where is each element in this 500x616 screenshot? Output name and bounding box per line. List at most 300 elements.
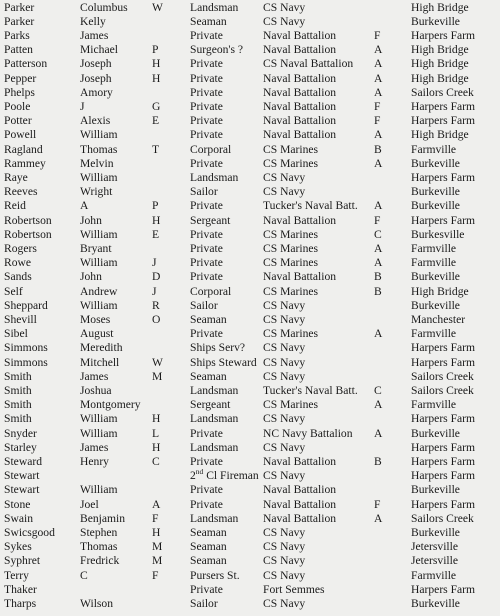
rank-cell: Private bbox=[190, 199, 223, 213]
middle-initial-cell: G bbox=[152, 99, 161, 113]
first-name-cell: Fredrick bbox=[80, 554, 120, 568]
first-name-cell: William bbox=[80, 256, 118, 270]
capture-place-cell: Harpers Farm bbox=[411, 99, 476, 113]
first-name-cell: John bbox=[80, 213, 102, 227]
unit-cell: CS Marines bbox=[263, 241, 319, 255]
roster-row bbox=[0, 370, 500, 384]
roster-row bbox=[0, 569, 500, 583]
last-name-cell: Robertson bbox=[4, 213, 52, 227]
unit-cell: CS Marines bbox=[263, 227, 319, 241]
first-name-cell: Joseph bbox=[80, 57, 112, 71]
capture-place-cell: Sailors Creek bbox=[411, 369, 474, 383]
middle-initial-cell: R bbox=[152, 298, 160, 312]
first-name-cell: Henry bbox=[80, 454, 109, 468]
unit-cell: Naval Battalion bbox=[263, 213, 337, 227]
middle-initial-cell: F bbox=[152, 511, 159, 525]
roster-row bbox=[0, 512, 500, 526]
company-cell: F bbox=[374, 114, 381, 128]
capture-place-cell: Sailors Creek bbox=[411, 383, 474, 397]
capture-place-cell: High Bridge bbox=[411, 43, 469, 57]
rank-cell: Private bbox=[190, 483, 223, 497]
rank-cell: Private bbox=[190, 227, 223, 241]
unit-cell: CS Marines bbox=[263, 398, 319, 412]
middle-initial-cell: J bbox=[152, 256, 157, 270]
middle-initial-cell: H bbox=[152, 412, 161, 426]
unit-cell: CS Naval Battalion bbox=[263, 57, 354, 71]
first-name-cell: Melvin bbox=[80, 156, 114, 170]
middle-initial-cell: P bbox=[152, 43, 159, 57]
unit-cell: CS Navy bbox=[263, 14, 306, 28]
rank-cell: Seaman bbox=[190, 369, 227, 383]
first-name-cell: C bbox=[80, 568, 88, 582]
roster-row bbox=[0, 128, 500, 142]
roster-row bbox=[0, 327, 500, 341]
company-cell: A bbox=[374, 85, 383, 99]
company-cell: B bbox=[374, 142, 382, 156]
capture-place-cell: Harpers Farm bbox=[411, 497, 476, 511]
unit-cell: CS Navy bbox=[263, 469, 306, 483]
capture-place-cell: Manchester bbox=[411, 312, 466, 326]
rank-cell: Landsman bbox=[190, 170, 239, 184]
capture-place-cell: Jetersville bbox=[411, 540, 459, 554]
roster-row bbox=[0, 242, 500, 256]
last-name-cell: Raye bbox=[4, 170, 28, 184]
middle-initial-cell: H bbox=[152, 71, 161, 85]
capture-place-cell: High Bridge bbox=[411, 57, 469, 71]
rank-cell: Private bbox=[190, 241, 223, 255]
capture-place-cell: Farmville bbox=[411, 398, 457, 412]
first-name-cell: Stephen bbox=[80, 525, 118, 539]
company-cell: F bbox=[374, 28, 381, 42]
rank-cell: Ships Steward bbox=[190, 355, 257, 369]
company-cell: F bbox=[374, 99, 381, 113]
first-name-cell: William bbox=[80, 227, 118, 241]
last-name-cell: Rammey bbox=[4, 156, 46, 170]
first-name-cell: William bbox=[80, 426, 118, 440]
rank-cell: Private bbox=[190, 85, 223, 99]
middle-initial-cell: W bbox=[152, 0, 163, 14]
first-name-cell: John bbox=[80, 270, 102, 284]
rank-cell bbox=[190, 469, 259, 483]
roster-row bbox=[0, 398, 500, 412]
roster-row bbox=[0, 1, 500, 15]
first-name-cell: Mitchell bbox=[80, 355, 120, 369]
unit-cell: Naval Battalion bbox=[263, 85, 337, 99]
company-cell: F bbox=[374, 497, 381, 511]
rank-cell: Private bbox=[190, 156, 223, 170]
roster-row bbox=[0, 15, 500, 29]
first-name-cell: J bbox=[80, 99, 85, 113]
capture-place-cell: Burkeville bbox=[411, 270, 460, 284]
first-name-cell: August bbox=[80, 327, 114, 341]
last-name-cell: Parker bbox=[4, 14, 35, 28]
rank-cell: Private bbox=[190, 71, 223, 85]
capture-place-cell: Farmville bbox=[411, 241, 457, 255]
first-name-cell: Amory bbox=[80, 85, 113, 99]
roster-row bbox=[0, 72, 500, 86]
last-name-cell: Stewart bbox=[4, 469, 40, 483]
roster-row bbox=[0, 270, 500, 284]
capture-place-cell: Farmville bbox=[411, 327, 457, 341]
roster-row bbox=[0, 554, 500, 568]
capture-place-cell: Burkeville bbox=[411, 426, 460, 440]
rank-cell: Seaman bbox=[190, 14, 227, 28]
first-name-cell: Benjamin bbox=[80, 511, 126, 525]
last-name-cell: Poole bbox=[4, 99, 31, 113]
roster-row bbox=[0, 313, 500, 327]
capture-place-cell: Burkeville bbox=[411, 156, 460, 170]
roster-row bbox=[0, 57, 500, 71]
middle-initial-cell: M bbox=[152, 554, 163, 568]
middle-initial-cell: H bbox=[152, 440, 161, 454]
capture-place-cell: Burkeville bbox=[411, 14, 460, 28]
capture-place-cell: Harpers Farm bbox=[411, 170, 476, 184]
rank-cell: Private bbox=[190, 270, 223, 284]
first-name-cell: William bbox=[80, 483, 118, 497]
unit-cell: Tucker's Naval Batt. bbox=[263, 199, 358, 213]
rank-cell: Landsman bbox=[190, 511, 239, 525]
last-name-cell: Stewart bbox=[4, 483, 40, 497]
rank-cell: Landsman bbox=[190, 383, 239, 397]
rank-cell: Private bbox=[190, 582, 223, 596]
roster-row bbox=[0, 43, 500, 57]
first-name-cell: Bryant bbox=[80, 241, 112, 255]
unit-cell: CS Navy bbox=[263, 369, 306, 383]
unit-cell: Naval Battalion bbox=[263, 128, 337, 142]
first-name-cell: Alexis bbox=[80, 114, 111, 128]
roster-row bbox=[0, 171, 500, 185]
last-name-cell: Rogers bbox=[4, 241, 37, 255]
first-name-cell: Michael bbox=[80, 43, 118, 57]
capture-place-cell: Harpers Farm bbox=[411, 213, 476, 227]
last-name-cell: Simmons bbox=[4, 341, 48, 355]
unit-cell: Naval Battalion bbox=[263, 28, 337, 42]
capture-place-cell: Harpers Farm bbox=[411, 454, 476, 468]
roster-row bbox=[0, 412, 500, 426]
rank-cell: Private bbox=[190, 99, 223, 113]
first-name-cell: Moses bbox=[80, 312, 111, 326]
rank-cell: Seaman bbox=[190, 312, 227, 326]
last-name-cell: Smith bbox=[4, 398, 32, 412]
unit-cell: Naval Battalion bbox=[263, 511, 337, 525]
last-name-cell: Shevill bbox=[4, 312, 37, 326]
first-name-cell: James bbox=[80, 369, 109, 383]
rank-cell: Sailor bbox=[190, 596, 218, 610]
capture-place-cell: Harpers Farm bbox=[411, 355, 476, 369]
last-name-cell: Pepper bbox=[4, 71, 37, 85]
company-cell: A bbox=[374, 511, 383, 525]
middle-initial-cell: F bbox=[152, 568, 159, 582]
rank-cell: Sergeant bbox=[190, 213, 231, 227]
capture-place-cell: Sailors Creek bbox=[411, 85, 474, 99]
unit-cell: CS Marines bbox=[263, 142, 319, 156]
middle-initial-cell: C bbox=[152, 454, 160, 468]
roster-row bbox=[0, 114, 500, 128]
middle-initial-cell: M bbox=[152, 369, 163, 383]
rank-cell: Ships Serv? bbox=[190, 341, 246, 355]
unit-cell: CS Navy bbox=[263, 298, 306, 312]
last-name-cell: Thaker bbox=[4, 582, 37, 596]
capture-place-cell: Harpers Farm bbox=[411, 440, 476, 454]
unit-cell: CS Navy bbox=[263, 185, 306, 199]
roster-row bbox=[0, 157, 500, 171]
last-name-cell: Reeves bbox=[4, 185, 38, 199]
roster-row bbox=[0, 498, 500, 512]
first-name-cell: Joel bbox=[80, 497, 99, 511]
unit-cell: CS Navy bbox=[263, 312, 306, 326]
middle-initial-cell: P bbox=[152, 199, 159, 213]
last-name-cell: Tharps bbox=[4, 596, 37, 610]
middle-initial-cell: D bbox=[152, 270, 161, 284]
unit-cell: NC Navy Battalion bbox=[263, 426, 353, 440]
last-name-cell: Sands bbox=[4, 270, 32, 284]
company-cell: A bbox=[374, 43, 383, 57]
last-name-cell: Steward bbox=[4, 454, 42, 468]
capture-place-cell: Harpers Farm bbox=[411, 412, 476, 426]
rank-ordinal-suffix: nd bbox=[195, 467, 204, 477]
unit-cell: CS Navy bbox=[263, 355, 306, 369]
unit-cell: CS Navy bbox=[263, 412, 306, 426]
middle-initial-cell: E bbox=[152, 114, 160, 128]
roster-row bbox=[0, 100, 500, 114]
middle-initial-cell: M bbox=[152, 540, 163, 554]
rank-ordinal: 2 bbox=[190, 469, 196, 483]
capture-place-cell: High Bridge bbox=[411, 0, 469, 14]
first-name-cell: Joseph bbox=[80, 71, 112, 85]
middle-initial-cell: E bbox=[152, 227, 160, 241]
rank-cell: Private bbox=[190, 57, 223, 71]
unit-cell: CS Navy bbox=[263, 525, 306, 539]
company-cell: A bbox=[374, 426, 383, 440]
last-name-cell: Parks bbox=[4, 28, 30, 42]
rank-cell: Sailor bbox=[190, 298, 218, 312]
first-name-cell: Meredith bbox=[80, 341, 123, 355]
last-name-cell: Powell bbox=[4, 128, 37, 142]
unit-cell: CS Navy bbox=[263, 341, 306, 355]
roster-row bbox=[0, 441, 500, 455]
last-name-cell: Simmons bbox=[4, 355, 48, 369]
roster-row bbox=[0, 597, 500, 611]
company-cell: A bbox=[374, 71, 383, 85]
roster-row bbox=[0, 427, 500, 441]
first-name-cell: Kelly bbox=[80, 14, 106, 28]
capture-place-cell: High Bridge bbox=[411, 128, 469, 142]
company-cell: C bbox=[374, 227, 382, 241]
middle-initial-cell: J bbox=[152, 284, 157, 298]
last-name-cell: Swicsgood bbox=[4, 525, 55, 539]
capture-place-cell: Farmville bbox=[411, 142, 457, 156]
roster-row bbox=[0, 583, 500, 597]
roster-row bbox=[0, 356, 500, 370]
unit-cell: CS Navy bbox=[263, 170, 306, 184]
roster-row bbox=[0, 228, 500, 242]
capture-place-cell: Burkeville bbox=[411, 525, 460, 539]
last-name-cell: Robertson bbox=[4, 227, 52, 241]
unit-cell: CS Navy bbox=[263, 0, 306, 14]
roster-row bbox=[0, 526, 500, 540]
roster-row bbox=[0, 483, 500, 497]
first-name-cell: Thomas bbox=[80, 540, 118, 554]
capture-place-cell: Jetersville bbox=[411, 554, 459, 568]
rank-cell: Landsman bbox=[190, 0, 239, 14]
last-name-cell: Phelps bbox=[4, 85, 35, 99]
first-name-cell: Wright bbox=[80, 185, 113, 199]
unit-cell: CS Navy bbox=[263, 440, 306, 454]
company-cell: F bbox=[374, 213, 381, 227]
last-name-cell: Swain bbox=[4, 511, 33, 525]
middle-initial-cell: W bbox=[152, 355, 163, 369]
unit-cell: CS Marines bbox=[263, 327, 319, 341]
first-name-cell: William bbox=[80, 170, 118, 184]
rank-cell: Seaman bbox=[190, 554, 227, 568]
first-name-cell: Columbus bbox=[80, 0, 128, 14]
last-name-cell: Potter bbox=[4, 114, 32, 128]
capture-place-cell: Harpers Farm bbox=[411, 341, 476, 355]
company-cell: A bbox=[374, 327, 383, 341]
unit-cell: Naval Battalion bbox=[263, 43, 337, 57]
rank-cell: Private bbox=[190, 426, 223, 440]
roster-row bbox=[0, 143, 500, 157]
unit-cell: Naval Battalion bbox=[263, 71, 337, 85]
company-cell: C bbox=[374, 383, 382, 397]
capture-place-cell: Burkeville bbox=[411, 185, 460, 199]
unit-cell: CS Navy bbox=[263, 554, 306, 568]
middle-initial-cell: H bbox=[152, 57, 161, 71]
rank-cell: Private bbox=[190, 128, 223, 142]
capture-place-cell: High Bridge bbox=[411, 71, 469, 85]
last-name-cell: Patterson bbox=[4, 57, 48, 71]
rank-cell: Surgeon's ? bbox=[190, 43, 244, 57]
roster-row bbox=[0, 185, 500, 199]
last-name-cell: Patten bbox=[4, 43, 33, 57]
company-cell: A bbox=[374, 398, 383, 412]
unit-cell: CS Marines bbox=[263, 284, 319, 298]
rank-rest: Cl Fireman bbox=[203, 469, 259, 483]
capture-place-cell: Harpers Farm bbox=[411, 582, 476, 596]
last-name-cell: Reid bbox=[4, 199, 26, 213]
capture-place-cell: Burkeville bbox=[411, 596, 460, 610]
roster-row bbox=[0, 86, 500, 100]
roster-row bbox=[0, 199, 500, 213]
last-name-cell: Sykes bbox=[4, 540, 32, 554]
company-cell: A bbox=[374, 57, 383, 71]
unit-cell: Naval Battalion bbox=[263, 99, 337, 113]
middle-initial-cell: L bbox=[152, 426, 160, 440]
rank-cell: Sailor bbox=[190, 185, 218, 199]
first-name-cell: A bbox=[80, 199, 89, 213]
unit-cell: CS Marines bbox=[263, 256, 319, 270]
unit-cell: CS Marines bbox=[263, 156, 319, 170]
first-name-cell: Thomas bbox=[80, 142, 118, 156]
first-name-cell: Joshua bbox=[80, 383, 112, 397]
capture-place-cell: Sailors Creek bbox=[411, 511, 474, 525]
rank-cell: Private bbox=[190, 497, 223, 511]
last-name-cell: Syphret bbox=[4, 554, 41, 568]
company-cell: B bbox=[374, 284, 382, 298]
last-name-cell: Stone bbox=[4, 497, 31, 511]
first-name-cell: James bbox=[80, 440, 109, 454]
rank-cell: Private bbox=[190, 28, 223, 42]
roster-row bbox=[0, 384, 500, 398]
rank-cell: Seaman bbox=[190, 525, 227, 539]
unit-cell: Naval Battalion bbox=[263, 483, 337, 497]
roster-row bbox=[0, 29, 500, 43]
last-name-cell: Self bbox=[4, 284, 23, 298]
unit-cell: Naval Battalion bbox=[263, 270, 337, 284]
unit-cell: CS Navy bbox=[263, 568, 306, 582]
last-name-cell: Smith bbox=[4, 412, 32, 426]
rank-cell: Seaman bbox=[190, 540, 227, 554]
last-name-cell: Ragland bbox=[4, 142, 43, 156]
capture-place-cell: High Bridge bbox=[411, 284, 469, 298]
rank-cell: Landsman bbox=[190, 412, 239, 426]
unit-cell: Naval Battalion bbox=[263, 497, 337, 511]
rank-cell: Private bbox=[190, 327, 223, 341]
rank-cell: Pursers St. bbox=[190, 568, 240, 582]
first-name-cell: Andrew bbox=[80, 284, 118, 298]
rank-cell: Private bbox=[190, 454, 223, 468]
roster-row bbox=[0, 256, 500, 270]
company-cell: A bbox=[374, 128, 383, 142]
first-name-cell: William bbox=[80, 128, 118, 142]
unit-cell: Naval Battalion bbox=[263, 114, 337, 128]
capture-place-cell: Burkesville bbox=[411, 227, 465, 241]
last-name-cell: Smith bbox=[4, 369, 32, 383]
middle-initial-cell: A bbox=[152, 497, 161, 511]
last-name-cell: Smith bbox=[4, 383, 32, 397]
company-cell: B bbox=[374, 270, 382, 284]
first-name-cell: Wilson bbox=[80, 596, 114, 610]
capture-place-cell: Farmville bbox=[411, 568, 457, 582]
first-name-cell: James bbox=[80, 28, 109, 42]
middle-initial-cell: H bbox=[152, 525, 161, 539]
capture-place-cell: Harpers Farm bbox=[411, 469, 476, 483]
roster-row bbox=[0, 540, 500, 554]
capture-place-cell: Farmville bbox=[411, 256, 457, 270]
last-name-cell: Snyder bbox=[4, 426, 37, 440]
rank-cell: Private bbox=[190, 114, 223, 128]
last-name-cell: Starley bbox=[4, 440, 37, 454]
rank-cell: Corporal bbox=[190, 142, 232, 156]
unit-cell: Fort Semmes bbox=[263, 582, 325, 596]
unit-cell: Naval Battalion bbox=[263, 454, 337, 468]
roster-row bbox=[0, 299, 500, 313]
last-name-cell: Sheppard bbox=[4, 298, 48, 312]
capture-place-cell: Burkeville bbox=[411, 298, 460, 312]
last-name-cell: Rowe bbox=[4, 256, 32, 270]
unit-cell: CS Navy bbox=[263, 596, 306, 610]
last-name-cell: Parker bbox=[4, 0, 35, 14]
roster-row bbox=[0, 341, 500, 355]
company-cell: A bbox=[374, 256, 383, 270]
middle-initial-cell: H bbox=[152, 213, 161, 227]
company-cell: A bbox=[374, 241, 383, 255]
unit-cell: Tucker's Naval Batt. bbox=[263, 383, 358, 397]
last-name-cell: Sibel bbox=[4, 327, 28, 341]
middle-initial-cell: O bbox=[152, 312, 161, 326]
rank-cell: Sergeant bbox=[190, 398, 231, 412]
first-name-cell: William bbox=[80, 412, 118, 426]
rank-cell: Private bbox=[190, 256, 223, 270]
rank-cell: Corporal bbox=[190, 284, 232, 298]
first-name-cell: William bbox=[80, 298, 118, 312]
capture-place-cell: Harpers Farm bbox=[411, 28, 476, 42]
unit-cell: CS Navy bbox=[263, 540, 306, 554]
roster-row bbox=[0, 285, 500, 299]
first-name-cell: Montgomery bbox=[80, 398, 141, 412]
company-cell: B bbox=[374, 454, 382, 468]
rank-cell: Landsman bbox=[190, 440, 239, 454]
